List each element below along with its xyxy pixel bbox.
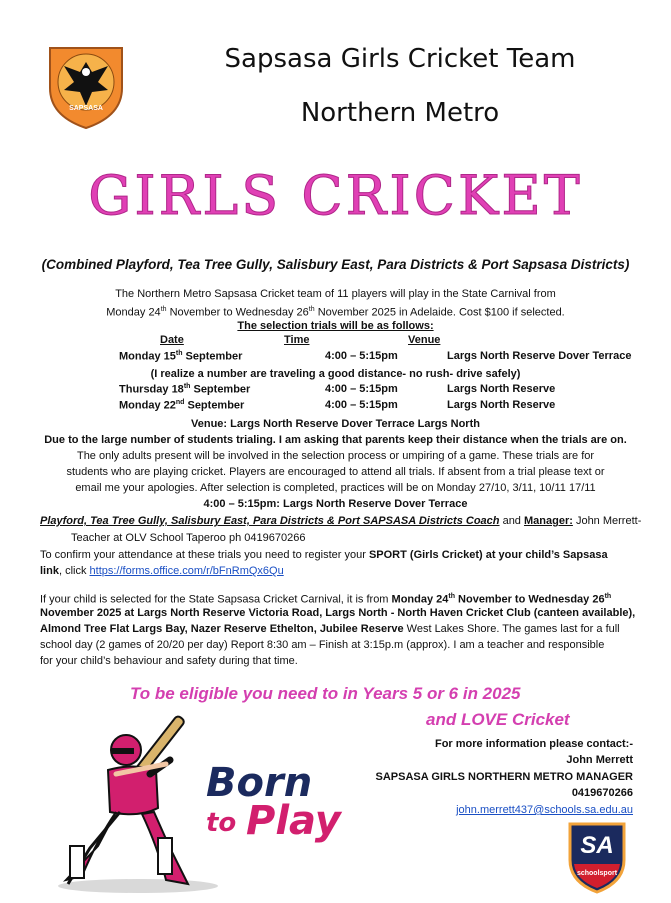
page-title: Sapsasa Girls Cricket Team: [224, 44, 576, 74]
carnival-line-5: for your child’s behaviour and safety during that time.: [40, 655, 298, 667]
eligibility-line-1: To be eligible you need to in Years 5 or 6 in 2025: [130, 684, 521, 703]
carnival-venue-detail: Victoria Road, Largs North - North Haven Cricket Club (canteen available),: [245, 607, 636, 619]
carnival-venue: November 2025 at Largs North Reserve: [40, 607, 246, 619]
coach-and: and: [499, 515, 524, 527]
promo-born: Born: [206, 760, 313, 806]
promo-play: Play: [246, 798, 341, 844]
trials-heading: The selection trials will be as follows:: [237, 320, 434, 332]
born-to-play-graphic: [38, 708, 368, 898]
sup: th: [604, 593, 612, 600]
contact-email-link[interactable]: john.merrett437@schools.sa.edu.au: [456, 804, 633, 816]
sup: th: [308, 306, 315, 313]
page-subtitle: Northern Metro: [300, 98, 500, 128]
carnival-line-4: school day (2 games of 20/20 per day) Report 8:30 am – Finish at 3:15p.m (approx). I am a teacher and responsible: [40, 639, 605, 651]
badge-schoolsport: schoolsport: [576, 870, 618, 877]
venue-nazer-loc: Ethelton,: [266, 623, 320, 635]
trial-2-time: 4:00 – 5:15pm: [325, 383, 398, 395]
contact-phone: 0419670266: [571, 787, 633, 799]
venue-jubilee: Jubilee Reserve: [319, 623, 404, 635]
carnival-text: If your child is selected for the State Sapsasa Cricket Carnival, it is from: [40, 593, 392, 606]
distance-line-4: email me your apologies. After selection is completed, practices will be on Monday 27/10, 3/11, 10/11 17/11: [75, 482, 596, 494]
coach-line-1: [40, 513, 660, 529]
intro-date-end: November 2025 in Adelaide. Cost $100 if selected.: [314, 306, 565, 319]
trial-3-time: 4:00 – 5:15pm: [325, 399, 398, 411]
date-text: Monday 15: [119, 350, 176, 363]
sup: th: [175, 350, 183, 357]
districts-line: (Combined Playford, Tea Tree Gully, Salisbury East, Para Districts & Port Sapsasa Districts): [41, 257, 630, 272]
intro-date-start: Monday 24: [106, 306, 161, 319]
month-text: September: [182, 350, 243, 363]
girls-cricket-banner: GIRLS CRICKET: [88, 164, 583, 227]
col-date-header: Date: [160, 334, 184, 346]
distance-line-5: 4:00 – 5:15pm: Largs North Reserve Dover Terrace: [203, 498, 468, 510]
sapsasa-logo: [44, 44, 128, 130]
trial-3-date: [119, 399, 244, 412]
month-text: September: [190, 383, 251, 396]
intro-line-1: The Northern Metro Sapsasa Cricket team of 11 players will play in the State Carnival from: [115, 288, 556, 300]
sa-schoolsport-badge: [566, 820, 628, 894]
month-text: September: [184, 399, 245, 412]
register-bold: SPORT (Girls Cricket) at your child’s Sapsasa: [368, 549, 608, 561]
travel-note: (I realize a number are traveling a good distance- no rush- drive safely): [150, 368, 521, 380]
trial-1-venue: Largs North Reserve Dover Terrace: [447, 350, 632, 362]
trial-2-venue: Largs North Reserve: [447, 383, 556, 395]
distance-line-1: Due to the large number of students trialing. I am asking that parents keep their distance when the trials are on.: [44, 434, 627, 446]
venue-nazer: Nazer Reserve: [190, 623, 267, 635]
contact-title: SAPSASA GIRLS NORTHERN METRO MANAGER: [375, 771, 633, 783]
venue-almond: Almond Tree Flat: [40, 623, 130, 635]
sup: th: [160, 306, 167, 313]
coach-label: Playford, Tea Tree Gully, Salisbury East, Para Districts & Port SAPSASA Districts Coach: [40, 515, 500, 527]
promo-to: to: [206, 808, 237, 838]
sup: th: [183, 383, 191, 390]
register-line-1: [40, 547, 660, 563]
intro-date-mid: November to Wednesday 26: [166, 306, 309, 319]
carnival-date-end: November to Wednesday 26: [455, 593, 605, 606]
badge-sa: SA: [580, 832, 614, 859]
contact-name: John Merrett: [566, 754, 633, 766]
manager-name: John Merrett-: [572, 515, 642, 527]
col-time-header: Time: [284, 334, 310, 346]
eligibility-line-2: and LOVE Cricket: [426, 710, 570, 729]
register-text: To confirm your attendance at these trials you need to register your: [40, 549, 369, 561]
logo-text: SAPSASA: [69, 105, 103, 112]
trial-1-date: [119, 350, 242, 363]
carnival-line-3: [40, 621, 660, 637]
venue-line: Venue: Largs North Reserve Dover Terrace Largs North: [191, 418, 480, 430]
register-link-word: link: [40, 565, 59, 577]
trial-2-date: [119, 383, 250, 396]
distance-line-3: students who are playing cricket. Players are encouraged to attend all trials. If absent from a trial please text or: [66, 466, 605, 478]
distance-line-2: The only adults present will be involved in the selection process or umpiring of a game. These trials are for: [76, 450, 595, 462]
sup: th: [448, 593, 455, 600]
coach-line-2: Teacher at OLV School Taperoo ph 0419670266: [71, 532, 306, 544]
trial-3-venue: Largs North Reserve: [447, 399, 556, 411]
venue-jubilee-loc: West Lakes Shore. The games last for a full: [403, 623, 620, 635]
register-click: , click: [58, 565, 90, 577]
carnival-date-start: Monday 24: [391, 593, 449, 606]
registration-link[interactable]: https://forms.office.com/r/bFnRmQx6Qu: [89, 565, 284, 577]
col-venue-header: Venue: [408, 334, 441, 346]
contact-line-1: For more information please contact:-: [434, 738, 633, 750]
carnival-line-2: [40, 605, 660, 621]
date-text: Monday 22: [119, 399, 176, 412]
venue-almond-loc: Largs Bay,: [129, 623, 191, 635]
manager-label: Manager:: [523, 515, 573, 527]
register-line-2: [40, 563, 284, 579]
sup: nd: [175, 399, 185, 406]
trial-1-time: 4:00 – 5:15pm: [325, 350, 398, 362]
date-text: Thursday 18: [119, 383, 184, 396]
